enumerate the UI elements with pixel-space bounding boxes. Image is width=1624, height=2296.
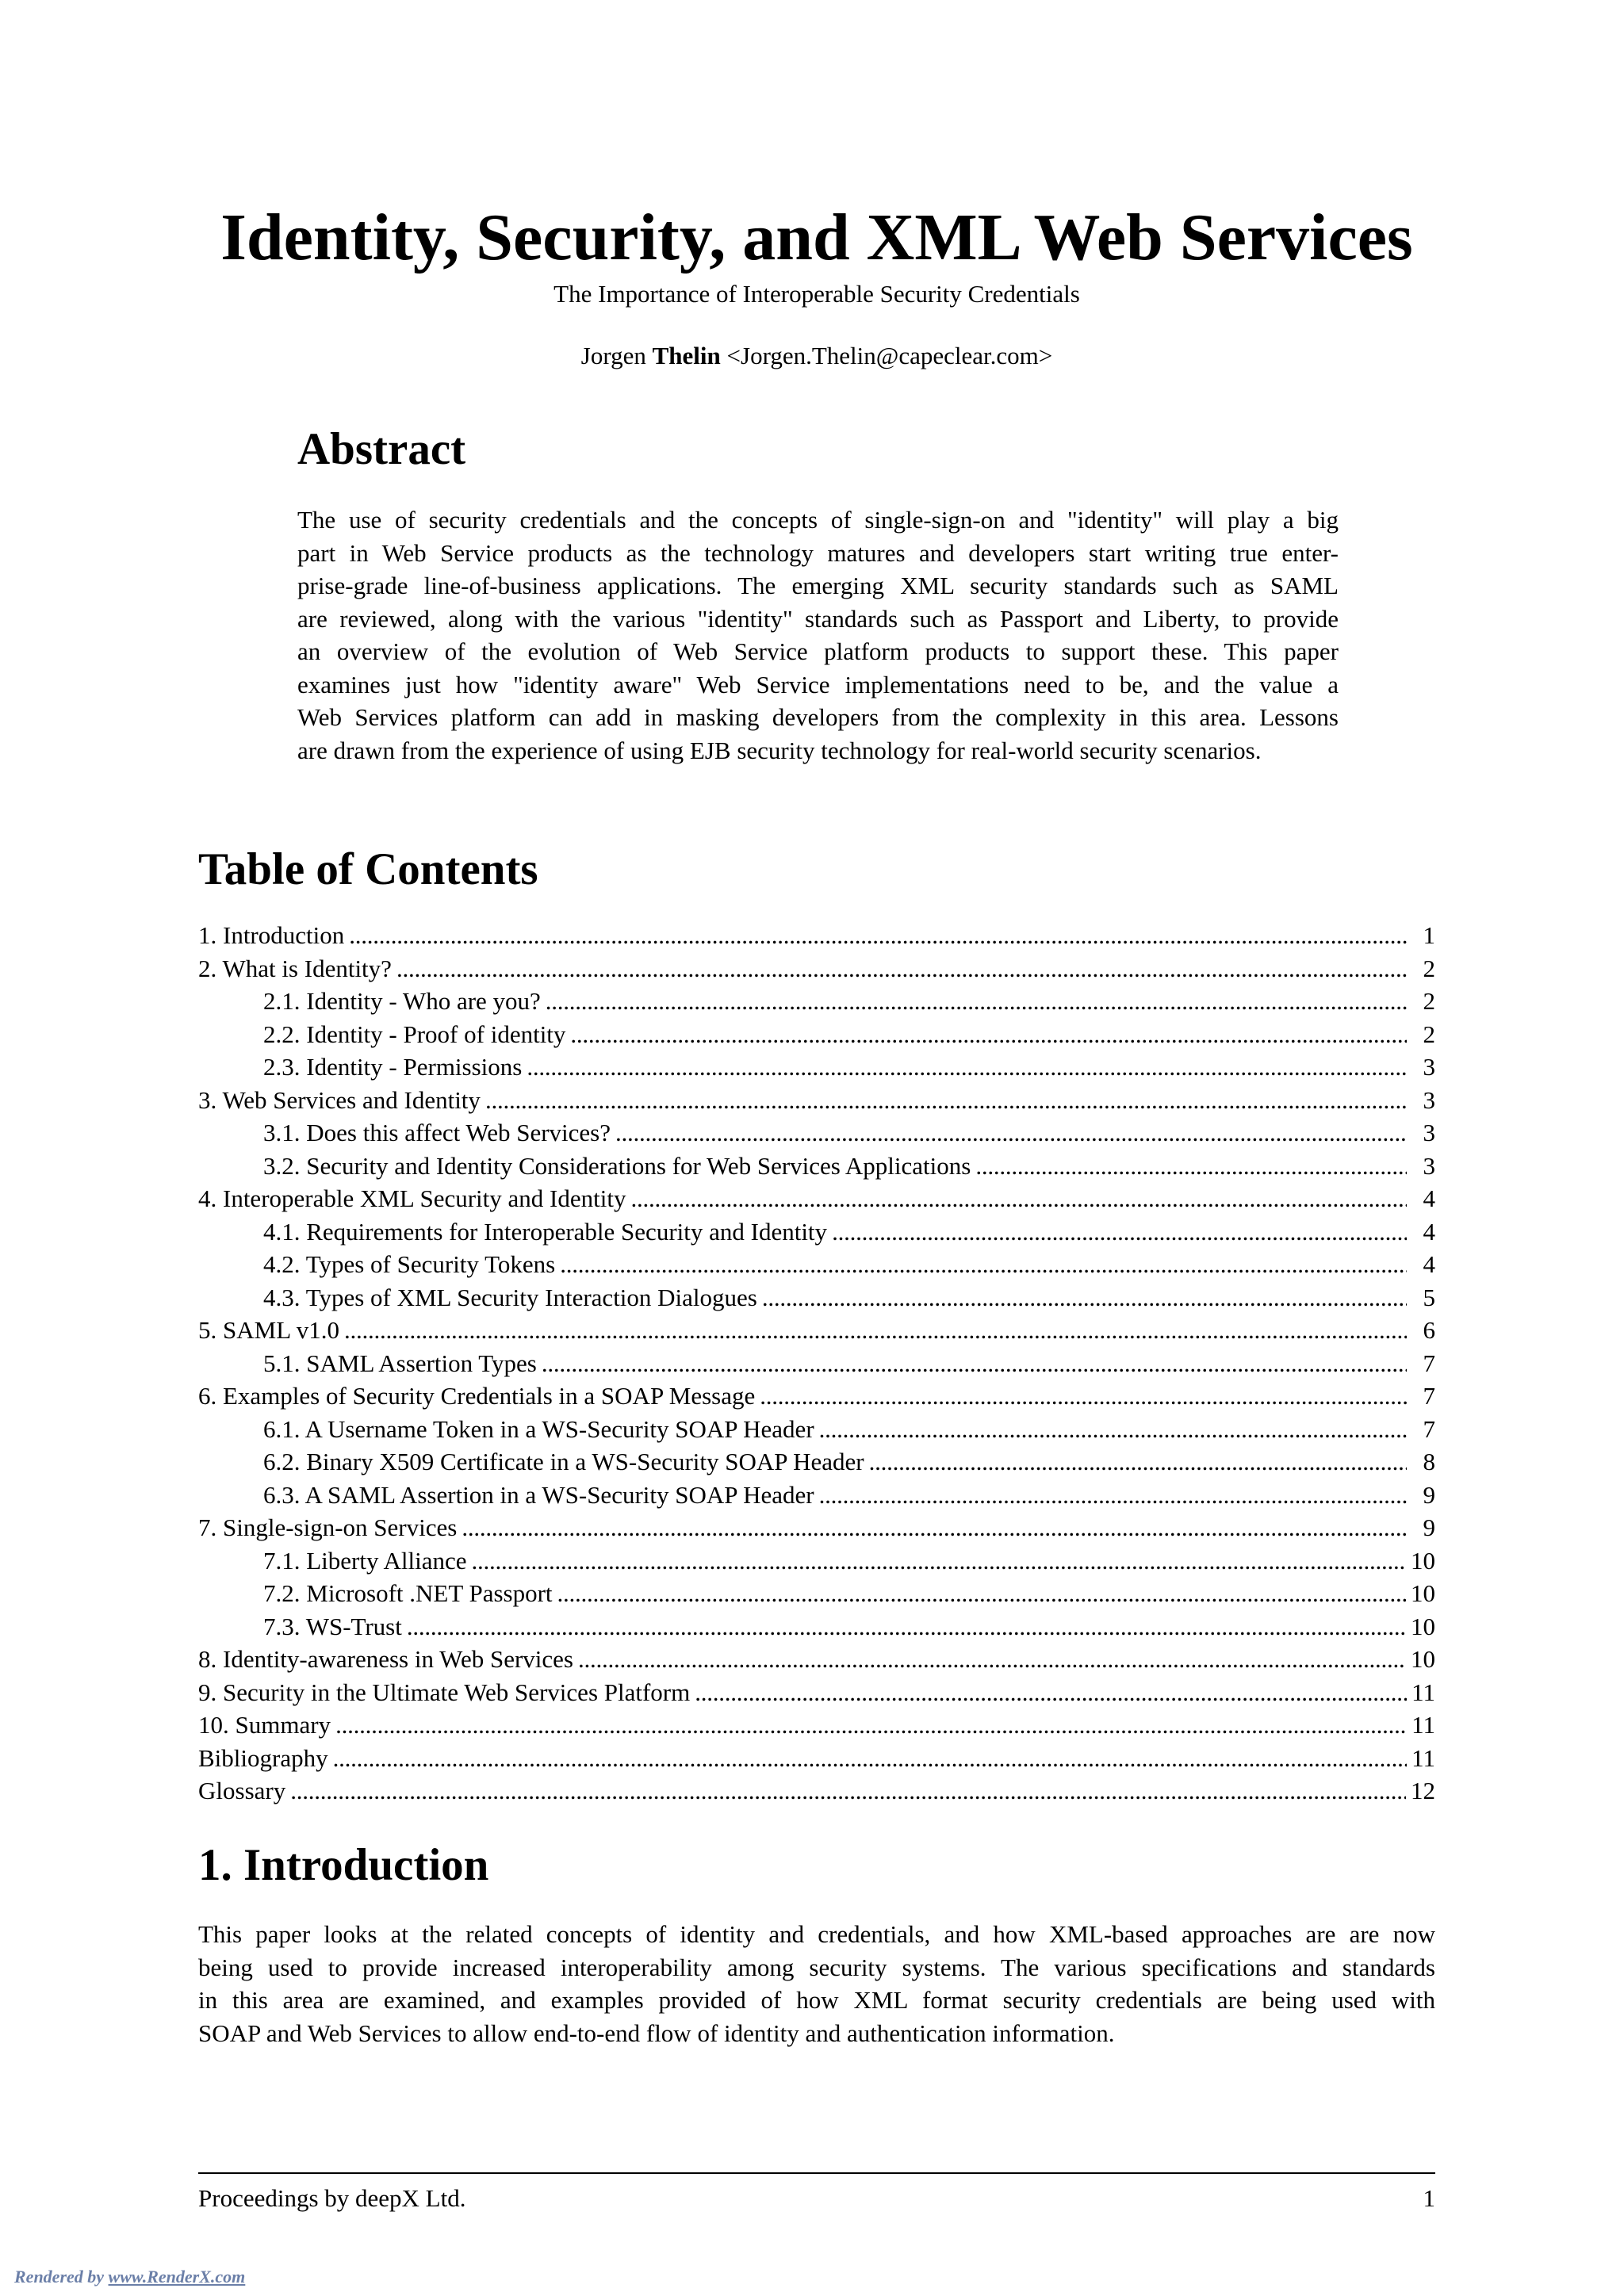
- toc-entry-label: 7.1. Liberty Alliance: [263, 1546, 467, 1575]
- toc-entry-label: 2. What is Identity?: [198, 954, 392, 982]
- toc-entry-page: 10: [1411, 1645, 1435, 1673]
- paper-subtitle: The Importance of Interoperable Security Credentials: [553, 280, 1080, 308]
- toc-entry-label: 2.3. Identity - Permissions: [263, 1053, 523, 1081]
- table-of-contents: [198, 919, 1435, 1808]
- toc-entry-label: Bibliography: [198, 1743, 328, 1772]
- toc-entry[interactable]: [198, 1314, 1435, 1347]
- toc-entry-page: 10: [1411, 1612, 1435, 1640]
- toc-entry[interactable]: [198, 1676, 1435, 1709]
- toc-entry-page: 7: [1423, 1349, 1435, 1377]
- toc-dot-leader: [462, 1511, 1407, 1544]
- abstract-body: [297, 503, 1339, 767]
- toc-dot-leader: [396, 952, 1407, 985]
- toc-entry-label: 7. Single-sign-on Services: [198, 1513, 458, 1541]
- toc-entry-page: 8: [1423, 1448, 1435, 1475]
- footer-publisher: Proceedings by deepX Ltd.: [198, 2184, 466, 2212]
- toc-entry-label: 5. SAML v1.0: [198, 1316, 339, 1344]
- abstract-line: are drawn from the experience of using EJB security technology for real-world security scenarios.: [297, 736, 1262, 764]
- introduction-line: being used to provide increased interoperability among security systems. The various specifications and standards: [198, 1953, 1435, 1981]
- toc-entry-label: 7.2. Microsoft .NET Passport: [263, 1579, 553, 1607]
- toc-entry-label: 4. Interoperable XML Security and Identity: [198, 1184, 626, 1212]
- toc-entry-label: 3.2. Security and Identity Considerations for Web Services Applications: [263, 1151, 971, 1180]
- toc-entry[interactable]: [198, 1182, 1435, 1215]
- toc-entry-page: 2: [1423, 954, 1435, 982]
- toc-dot-leader: [335, 1709, 1407, 1742]
- introduction-line: This paper looks at the related concepts of identity and credentials, and how XML-based approaches are are now: [198, 1920, 1435, 1948]
- toc-entry-page: 10: [1411, 1546, 1435, 1575]
- toc-entry-label: 3. Web Services and Identity: [198, 1085, 481, 1114]
- toc-entry[interactable]: [198, 1577, 1435, 1610]
- abstract-line: The use of security credentials and the concepts of single-sign-on and "identity" will play a big: [297, 506, 1339, 534]
- toc-entry-page: 2: [1423, 987, 1435, 1015]
- author-first-name: Jorgen: [580, 342, 646, 369]
- author-email: <Jorgen.Thelin@capeclear.com>: [726, 342, 1053, 369]
- toc-dot-leader: [819, 1479, 1407, 1512]
- toc-entry[interactable]: [198, 1479, 1435, 1512]
- footer-page-number: 1: [1423, 2184, 1435, 2212]
- toc-dot-leader: [407, 1610, 1406, 1644]
- abstract-line: part in Web Service products as the technology matures and developers start writing true enter-: [297, 538, 1339, 567]
- toc-entry-page: 3: [1423, 1053, 1435, 1081]
- toc-entry-label: 4.1. Requirements for Interoperable Security and Identity: [263, 1217, 828, 1246]
- introduction-heading: 1. Introduction: [198, 1840, 489, 1890]
- toc-entry-page: 1: [1423, 921, 1435, 949]
- toc-dot-leader: [615, 1116, 1407, 1150]
- toc-entry-page: 5: [1423, 1283, 1435, 1311]
- toc-dot-leader: [527, 1050, 1407, 1084]
- toc-entry-label: 5.1. SAML Assertion Types: [263, 1349, 537, 1377]
- abstract-line: are reviewed, along with the various "identity" standards such as Passport and Liberty, to provide: [297, 604, 1339, 633]
- toc-entry-page: 12: [1411, 1777, 1435, 1804]
- toc-entry[interactable]: [198, 1050, 1435, 1084]
- toc-entry-label: Glossary: [198, 1777, 286, 1804]
- toc-entry[interactable]: [198, 952, 1435, 985]
- toc-entry-page: 7: [1423, 1382, 1435, 1410]
- toc-dot-leader: [557, 1577, 1406, 1610]
- toc-dot-leader: [542, 1347, 1407, 1380]
- toc-entry-page: 3: [1423, 1119, 1435, 1146]
- toc-entry-label: 10. Summary: [198, 1711, 331, 1739]
- toc-entry[interactable]: [198, 1018, 1435, 1051]
- toc-dot-leader: [349, 919, 1407, 952]
- toc-entry-page: 2: [1423, 1020, 1435, 1048]
- toc-entry[interactable]: [198, 1413, 1435, 1446]
- toc-dot-leader: [695, 1676, 1407, 1709]
- toc-entry[interactable]: [198, 1150, 1435, 1183]
- abstract-heading: Abstract: [297, 424, 466, 474]
- toc-dot-leader: [819, 1413, 1407, 1446]
- toc-entry-label: 9. Security in the Ultimate Web Services Platform: [198, 1678, 691, 1706]
- toc-entry[interactable]: [198, 1544, 1435, 1578]
- toc-heading: Table of Contents: [198, 844, 538, 894]
- abstract-line: Web Services platform can add in masking developers from the complexity in this area. Lessons: [297, 703, 1339, 731]
- introduction-line: SOAP and Web Services to allow end-to-end flow of identity and authentication information.: [198, 2019, 1115, 2047]
- toc-dot-leader: [333, 1742, 1407, 1775]
- toc-entry[interactable]: [198, 1215, 1435, 1249]
- toc-entry[interactable]: [198, 919, 1435, 952]
- toc-dot-leader: [832, 1215, 1407, 1249]
- toc-entry-label: 1. Introduction: [198, 921, 345, 949]
- paper-title: Identity, Security, and XML Web Services: [220, 201, 1413, 274]
- toc-entry[interactable]: [198, 1610, 1435, 1644]
- toc-entry[interactable]: [198, 1774, 1435, 1808]
- toc-dot-leader: [344, 1314, 1407, 1347]
- toc-entry[interactable]: [198, 1445, 1435, 1479]
- toc-entry-page: 9: [1423, 1513, 1435, 1541]
- toc-entry[interactable]: [198, 1643, 1435, 1676]
- toc-dot-leader: [975, 1150, 1407, 1183]
- abstract-line: an overview of the evolution of Web Service platform products to support these. This paper: [297, 637, 1339, 665]
- renderx-link[interactable]: www.RenderX.com: [108, 2267, 246, 2286]
- toc-entry-page: 9: [1423, 1480, 1435, 1509]
- toc-dot-leader: [630, 1182, 1407, 1215]
- footer-divider: [198, 2172, 1435, 2174]
- toc-entry-page: 4: [1423, 1184, 1435, 1212]
- toc-entry-page: 7: [1423, 1414, 1435, 1443]
- toc-entry-page: 11: [1411, 1711, 1435, 1739]
- toc-entry-page: 4: [1423, 1250, 1435, 1278]
- toc-entry-page: 3: [1423, 1085, 1435, 1114]
- toc-dot-leader: [578, 1643, 1406, 1676]
- toc-entry-page: 11: [1411, 1678, 1435, 1706]
- toc-dot-leader: [472, 1544, 1406, 1578]
- toc-dot-leader: [485, 1084, 1407, 1117]
- toc-dot-leader: [869, 1445, 1407, 1479]
- toc-entry-label: 3.1. Does this affect Web Services?: [263, 1119, 611, 1146]
- toc-dot-leader: [290, 1774, 1406, 1808]
- toc-entry-page: 6: [1423, 1316, 1435, 1344]
- toc-entry[interactable]: [198, 1084, 1435, 1117]
- toc-entry-page: 10: [1411, 1579, 1435, 1607]
- toc-entry[interactable]: [198, 1380, 1435, 1413]
- toc-entry-label: 6.3. A SAML Assertion in a WS-Security SOAP Header: [263, 1480, 814, 1509]
- introduction-line: in this area are examined, and examples provided of how XML format security credentials are being used with: [198, 1986, 1435, 2014]
- toc-entry[interactable]: [198, 1116, 1435, 1150]
- abstract-line: examines just how "identity aware" Web Service implementations need to be, and the value a: [297, 670, 1339, 698]
- author-line: [198, 340, 1435, 372]
- toc-entry[interactable]: [198, 1742, 1435, 1775]
- toc-entry-label: 2.2. Identity - Proof of identity: [263, 1020, 566, 1048]
- toc-dot-leader: [760, 1380, 1407, 1413]
- toc-entry[interactable]: [198, 1281, 1435, 1314]
- toc-dot-leader: [546, 985, 1407, 1018]
- toc-entry[interactable]: [198, 1709, 1435, 1742]
- toc-entry[interactable]: [198, 1347, 1435, 1380]
- toc-entry-label: 7.3. WS-Trust: [263, 1612, 402, 1640]
- toc-entry-label: 6.2. Binary X509 Certificate in a WS-Security SOAP Header: [263, 1448, 864, 1475]
- toc-entry-label: 8. Identity-awareness in Web Services: [198, 1645, 573, 1673]
- author-last-name: Thelin: [652, 342, 721, 369]
- toc-entry-page: 3: [1423, 1151, 1435, 1180]
- toc-entry-label: 4.3. Types of XML Security Interaction Dialogues: [263, 1283, 757, 1311]
- toc-dot-leader: [560, 1248, 1407, 1281]
- toc-entry-label: 2.1. Identity - Who are you?: [263, 987, 541, 1015]
- rendered-by-credit: [14, 2266, 245, 2288]
- toc-dot-leader: [762, 1281, 1407, 1314]
- toc-entry-page: 11: [1411, 1743, 1435, 1772]
- toc-entry-label: 4.2. Types of Security Tokens: [263, 1250, 556, 1278]
- toc-entry[interactable]: [198, 985, 1435, 1018]
- introduction-body: [198, 1918, 1435, 2049]
- toc-entry[interactable]: [198, 1511, 1435, 1544]
- toc-entry-page: 4: [1423, 1217, 1435, 1246]
- toc-entry-label: 6. Examples of Security Credentials in a SOAP Message: [198, 1382, 756, 1410]
- toc-dot-leader: [570, 1018, 1407, 1051]
- abstract-line: prise-grade line-of-business applications. The emerging XML security standards such as SAML: [297, 572, 1339, 599]
- rendered-by-prefix: Rendered by: [14, 2267, 105, 2286]
- toc-entry-label: 6.1. A Username Token in a WS-Security SOAP Header: [263, 1414, 814, 1443]
- toc-entry[interactable]: [198, 1248, 1435, 1281]
